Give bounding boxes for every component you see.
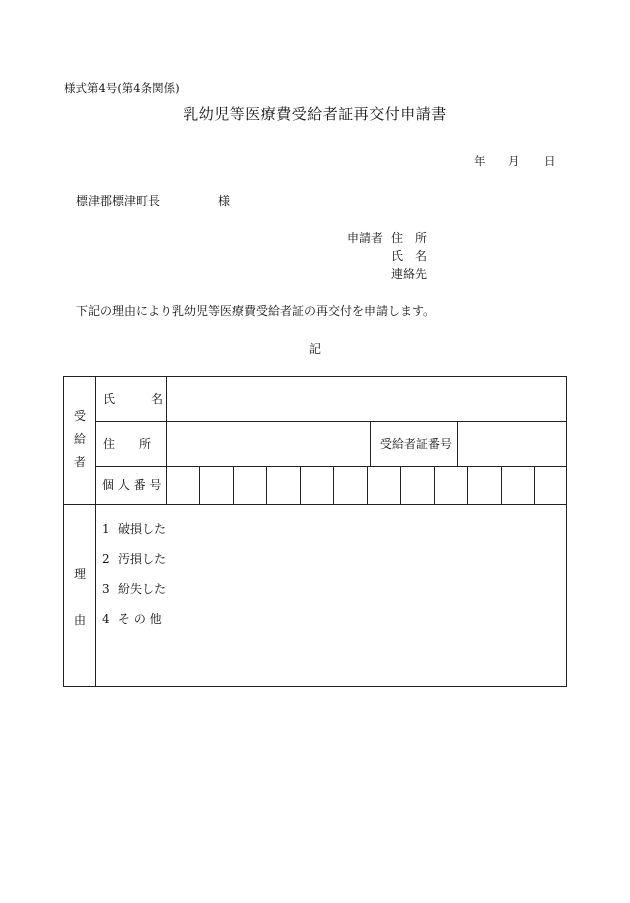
recipient-section-char: 受	[73, 409, 86, 423]
form-number: 様式第4号(第4条関係)	[64, 81, 180, 95]
applicant-name-label: 氏 名	[391, 249, 428, 263]
individual-number-label: 個 人 番 号	[102, 478, 162, 492]
statement: 下記の理由により乳幼児等医療費受給者証の再交付を申請します。	[76, 304, 436, 318]
reason-option-number: 3	[102, 582, 110, 596]
recipient-section-char: 給	[73, 432, 86, 446]
reason-option	[102, 613, 162, 625]
application-table	[63, 376, 567, 687]
recipient-name-label: 氏 名	[103, 392, 164, 406]
recipient-section-label	[69, 410, 91, 468]
recipient-section-char: 者	[73, 455, 86, 469]
reason-option-text: 破損した	[118, 522, 167, 536]
ki-heading: 記	[308, 342, 321, 356]
addressee	[76, 195, 230, 207]
date-year-label: 年	[474, 154, 486, 168]
reason-option-text: 紛失した	[118, 582, 167, 596]
reason-option-number: 1	[102, 522, 110, 536]
applicant-block	[347, 232, 427, 286]
reason-section-char: 由	[73, 613, 86, 627]
addressee-honorific: 様	[218, 194, 231, 208]
applicant-address-label: 住 所	[391, 231, 428, 245]
applicant-contact-label: 連絡先	[391, 267, 428, 281]
reason-section-char: 理	[73, 567, 86, 581]
reason-option-number: 2	[102, 552, 110, 566]
reason-option	[102, 553, 166, 565]
cert-number-label: 受給者証番号	[380, 437, 453, 451]
recipient-address-label: 住 所	[103, 437, 152, 451]
reason-section-label	[69, 568, 91, 626]
date-line	[474, 156, 556, 168]
reason-option-number: 4	[102, 612, 110, 626]
reason-option-text: そ の 他	[118, 612, 162, 626]
document-title: 乳幼児等医療費受給者証再交付申請書	[183, 105, 447, 123]
reason-option-text: 汚損した	[118, 552, 167, 566]
addressee-name: 標津郡標津町長	[76, 194, 161, 208]
reason-option	[102, 523, 166, 535]
reason-option	[102, 583, 166, 595]
applicant-label: 申請者	[347, 231, 384, 245]
date-month-label: 月	[508, 154, 520, 168]
date-day-label: 日	[544, 154, 556, 168]
